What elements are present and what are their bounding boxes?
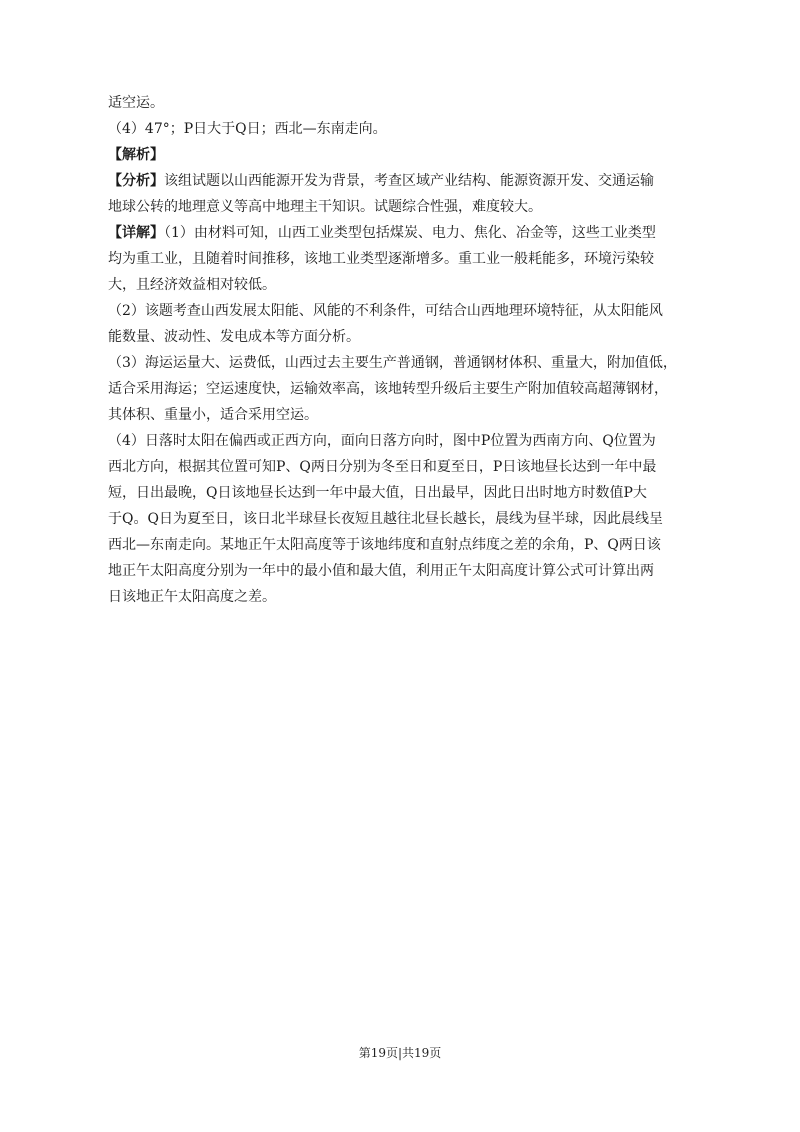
detail-line: 其体积、重量小，适合采用空运。	[108, 407, 318, 423]
detail-line	[108, 220, 708, 246]
document-body	[108, 90, 708, 610]
detail-line: 西北—东南走向。某地正午太阳高度等于该地纬度和直射点纬度之差的余角，P、Q两日该	[108, 537, 661, 553]
detail-line: 适合采用海运；空运速度快，运输效率高，该地转型升级后主要生产附加值较高超薄钢材，	[108, 381, 668, 397]
detail-line: 于Q。Q日为夏至日，该日北半球昼长夜短且越往北昼长越长，晨线为昼半球，因此晨线呈	[108, 511, 663, 527]
detail-line: 日该地正午太阳高度之差。	[108, 589, 276, 605]
section-heading-analysis: 【解析】	[108, 147, 164, 163]
detail-line: 大，且经济效益相对较低。	[108, 277, 276, 293]
detail-label: 【详解】	[108, 225, 164, 241]
detail-line: （2）该题考查山西发展太阳能、风能的不利条件，可结合山西地理环境特征，从太阳能风	[108, 303, 663, 319]
answer-line: 适空运。	[108, 95, 164, 111]
detail-line: 地正午太阳高度分别为一年中的最小值和最大值，利用正午太阳高度计算公式可计算出两	[108, 563, 654, 579]
detail-line: 短，日出最晚，Q日该地昼长达到一年中最大值，日出最早，因此日出时地方时数值P大	[108, 485, 647, 501]
page-footer: 第19页|共19页	[358, 1046, 442, 1060]
analysis-label: 【分析】	[108, 173, 164, 189]
detail-line: 能数量、波动性、发电成本等方面分析。	[108, 329, 360, 345]
answer-line: （4）47°；P日大于Q日；西北—东南走向。	[108, 121, 387, 137]
detail-line: （4）日落时太阳在偏西或正西方向，面向日落方向时，图中P位置为西南方向、Q位置为	[108, 433, 656, 449]
detail-line: （3）海运运量大、运费低，山西过去主要生产普通钢，普通钢材体积、重量大，附加值低，	[108, 355, 677, 371]
detail-line: 均为重工业，且随着时间推移，该地工业类型逐渐增多。重工业一般耗能多，环境污染较	[108, 251, 654, 267]
analysis-text: 该组试题以山西能源开发为背景，考查区域产业结构、能源资源开发、交通运输	[164, 173, 654, 189]
analysis-line: 地球公转的地理意义等高中地理主干知识。试题综合性强，难度较大。	[108, 199, 542, 215]
detail-line: 西北方向，根据其位置可知P、Q两日分别为冬至日和夏至日，P日该地昼长达到一年中最	[108, 459, 657, 475]
detail-text: （1）由材料可知，山西工业类型包括煤炭、电力、焦化、冶金等，这些工业类型	[164, 225, 656, 241]
analysis-line	[108, 168, 708, 194]
